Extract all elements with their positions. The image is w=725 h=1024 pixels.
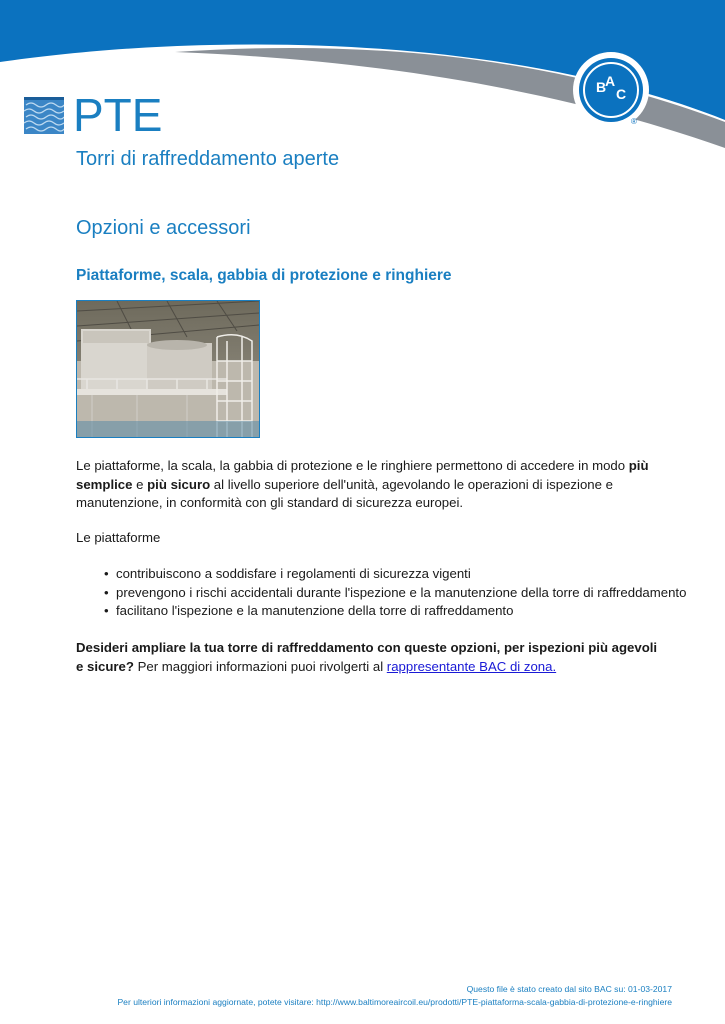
cta-paragraph (76, 639, 666, 676)
cooling-tower-platform-photo (76, 300, 260, 438)
logo-letter-a: A (605, 73, 616, 89)
photo-illustration (77, 301, 259, 437)
intro-paragraph (76, 457, 666, 513)
product-subtitle: Torri di raffreddamento aperte (76, 148, 340, 170)
footer (117, 983, 672, 1009)
footer-created-date: Questo file è stato creato dal sito BAC su: 01-03-2017 (466, 984, 672, 994)
benefits-list (104, 565, 686, 621)
bac-representative-link[interactable]: rappresentante BAC di zona. (386, 658, 557, 674)
logo-letter-c: C (616, 86, 627, 102)
intro-text-3: al livello superiore dell'unità, agevolando le operazioni di ispezione e manutenzione, in conformità con gli standard di sicurezza europei. (76, 476, 613, 510)
section-title: Opzioni e accessori (76, 217, 251, 239)
intro-text-2: e (132, 476, 148, 492)
list-item: • prevengono i rischi accidentali durante l'ispezione e la manutenzione della torre di raffreddamento (104, 584, 686, 603)
list-item: • facilitano l'ispezione e la manutenzione della torre di raffreddamento (104, 602, 686, 621)
section-heading: Piattaforme, scala, gabbia di protezione e ringhiere (76, 267, 452, 284)
cta-text: Per maggiori informazioni puoi rivolgerti al (133, 658, 387, 674)
footer-more-info: Per ulteriori informazioni aggiornate, potete visitare: http://www.baltimoreaircoil.eu/prodotti/PTE-piattaforma-scala-gabbia-di-protezione-e-ringhiere (117, 997, 672, 1007)
intro-bold-safer: più sicuro (147, 476, 211, 492)
fill-pack-icon (24, 97, 64, 134)
platforms-label: Le piattaforme (76, 530, 161, 545)
logo-letter-b: B (596, 79, 607, 95)
cta-question: Desideri ampliare la tua torre di raffreddamento con queste opzioni, per ispezioni più agevoli e sicure? (76, 640, 658, 674)
intro-text-1: Le piattaforme, la scala, la gabbia di protezione e le ringhiere permettono di accedere in modo (76, 458, 629, 473)
bac-logo (571, 50, 651, 130)
registered-mark: ® (631, 117, 637, 126)
product-code: PTE (73, 89, 163, 141)
intro-bold-simpler: più semplice (76, 458, 649, 492)
list-item: • contribuiscono a soddisfare i regolamenti di sicurezza vigenti (104, 565, 686, 584)
